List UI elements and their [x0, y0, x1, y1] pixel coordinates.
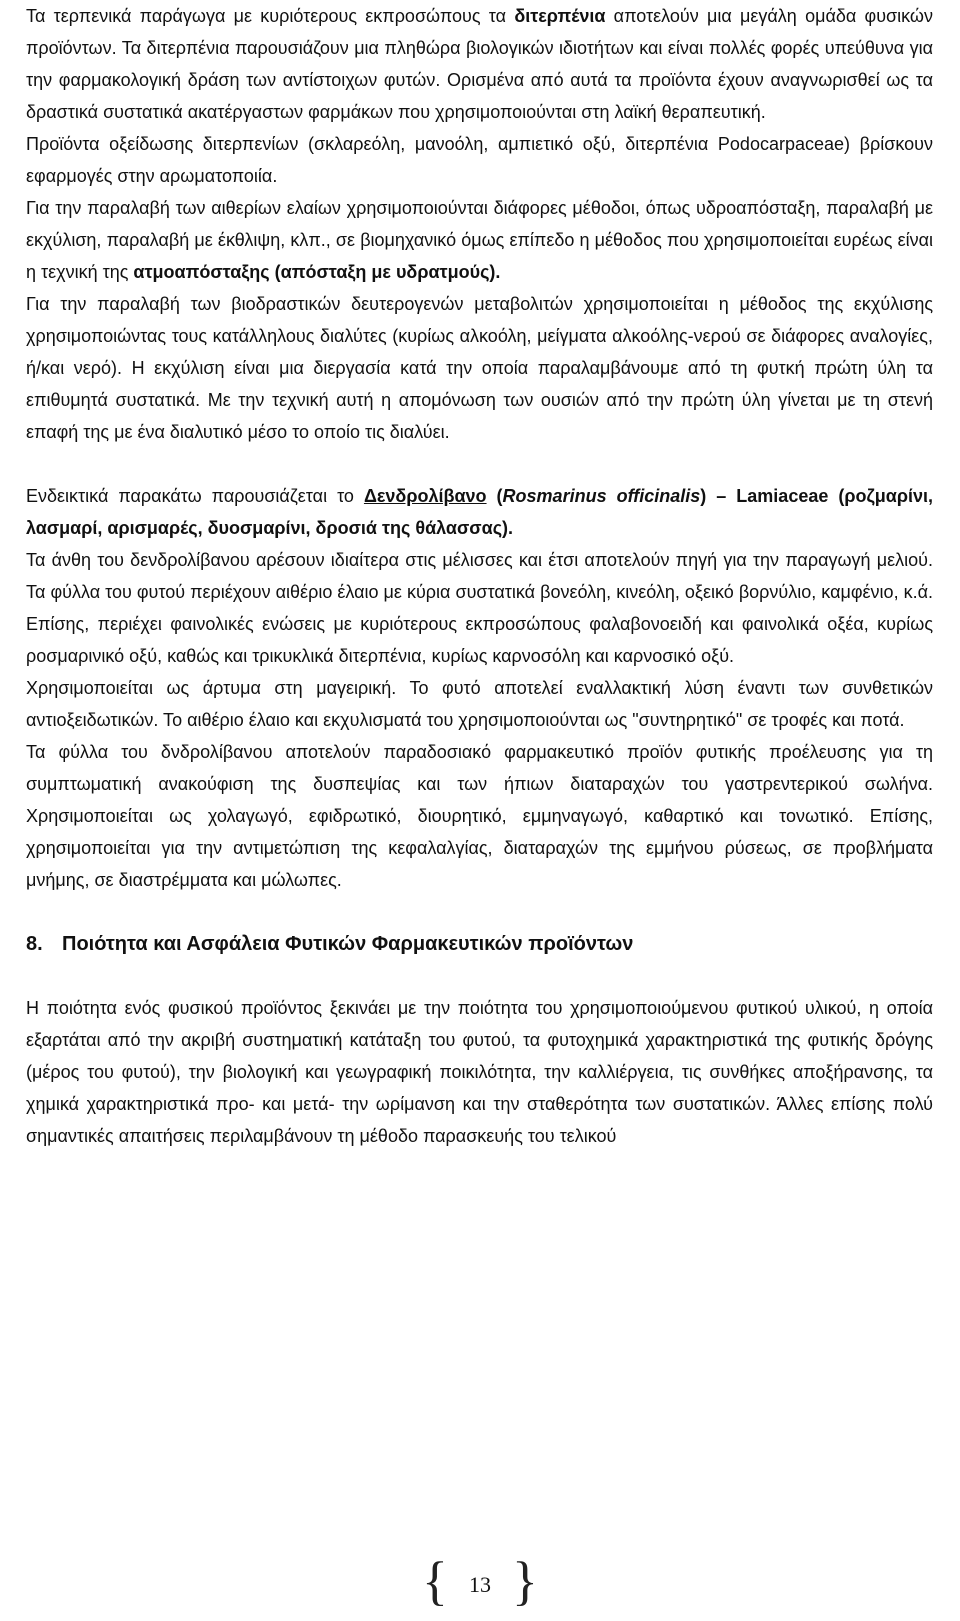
paragraph-quality: Η ποιότητα ενός φυσικού προϊόντος ξεκινάει με την ποιότητα του χρησιμοποιούμενου φυτικού υλικού, η οποία εξαρτάται από την ακριβή συστηματική κατάταξη του φυτού, τα φυτοχημικά χαρακτηριστικά της φυτικής δρόγης (μέρος του φυτού), την βιολογική και γεωγραφική ποικιλότητα, την καλλιέργεια, τις συνθήκες αποξήρανσης, τα χημικά χαρακτηριστικά προ- και μετά- την ωρίμανση και την σταθερότητα των συστατικών. Άλλες επίσης πολύ σημαντικές απαιτήσεις περιλαμβάνουν τη μέθοδο παρασκευής του τελικού — [26, 998, 933, 1146]
spacer — [26, 896, 933, 928]
bold-text: ) – Lamiaceae (ροζμαρίνι, λασμαρί, αρισμαρές, δυοσμαρίνι, δροσιά της θάλασσας). — [26, 486, 934, 538]
text-run: Ενδεικτικά παρακάτω παρουσιάζεται το — [26, 486, 364, 506]
paragraph-rosemary-intro — [26, 480, 933, 544]
bold-term: ατμοαπόσταξης (απόσταξη με υδρατμούς). — [133, 262, 501, 282]
paragraph-diterpenes — [26, 0, 933, 128]
underlined-term: Δενδρολίβανο — [363, 486, 487, 506]
bold-text: ( — [486, 486, 503, 506]
right-brace-icon: } — [512, 1551, 538, 1611]
spacer — [26, 960, 933, 992]
italic-term: Rosmarinus officinalis — [502, 486, 701, 506]
paragraph-oxidation-products: Προϊόντα οξείδωσης διτερπενίων (σκλαρεόλη, μανοόλη, αμπιετικό οξύ, διτερπένια Podocarpaceae) βρίσκουν εφαρμογές στην αρωματοποιία. — [26, 134, 933, 186]
paragraph-rosemary-uses: Χρησιμοποιείται ως άρτυμα στη μαγειρική. Το φυτό αποτελεί εναλλακτική λύση έναντι των συνθετικών αντιοξειδωτικών. Το αιθέριο έλαιο και εκχυλισματά του χρησιμοποιούνται ως "συντηρητικό" σε τροφές και ποτά. — [26, 678, 933, 730]
text-run: Για την παραλαβή των αιθερίων ελαίων χρησιμοποιούνται διάφορες μέθοδοι, όπως υδροαπόσταξη, παραλαβή με εκχύλιση, παραλαβή με έκθλιψη, κλπ., σε βιομηχανικό όμως επίπεδο η μέθοδος που χρησιμοποιείται ευρέως είναι η τεχνική της — [26, 198, 933, 282]
left-brace-icon: { — [422, 1551, 448, 1611]
page-footer — [0, 1551, 960, 1612]
text-run: αποτελούν μια μεγάλη ομάδα φυσικών προϊόντων. Τα διτερπένια παρουσιάζουν μια πληθώρα βιολογικών ιδιοτήτων και είναι πολλές φορές υπεύθυνα για την φαρμακολογική δράση των αντίστοιχων φυτών. Ορισμένα από αυτά τα προϊόντα έχουν αναγνωρισθεί ως τα δραστικά συστατικά ακατέργαστων φαρμάκων που χρησιμοποιούνται στη λαϊκή θεραπευτική. — [26, 6, 933, 122]
document-page — [26, 0, 933, 1152]
bold-term: διτερπένια — [514, 6, 606, 26]
section-heading — [26, 928, 933, 960]
scientific-name — [503, 486, 701, 506]
paragraph-extraction: Για την παραλαβή των βιοδραστικών δευτερογενών μεταβολιτών χρησιμοποιείται η μέθοδος της εκχύλισης χρησιμοποιώντας τους κατάλληλους διαλύτες (κυρίως αλκοόλη, μείγματα αλκοόλης-νερού σε διάφορες αναλογίες, ή/και νερό). Η εκχύλιση είναι μια διεργασία κατά την οποία παραλαμβάνουμε από τη φυτκή πρώτη ύλη τα επιθυμητά συστατικά. Με την τεχνική αυτή η απομόνωση των ουσιών από την πρώτη ύλη γίνεται με τη στενή επαφή της με ένα διαλυτικό μέσο το οποίο τις διαλύει. — [26, 294, 933, 442]
text-run: Τα τερπενικά παράγωγα με κυριότερους εκπροσώπους τα — [26, 6, 515, 26]
paragraph-rosemary-composition: Τα άνθη του δενδρολίβανου αρέσουν ιδιαίτερα στις μέλισσες και έτσι αποτελούν πηγή για την παραγωγή μελιού. Τα φύλλα του φυτού περιέχουν αιθέριο έλαιο με κύρια συστατικά βονεόλη, κινεόλη, οξεικό βορνύλιο, καμφένιο, κ.ά. Επίσης, περιέχει φαινολικές ενώσεις με κυριότερους εκπροσώπους φαλαβονοειδή και φαινολικά οξέα, κυρίως ροσμαρινικό οξύ, καθώς και τρικυκλικά διτερπένια, κυρίως καρνοσόλη και καρνοσικό οξύ. — [26, 550, 933, 666]
section-title: Ποιότητα και Ασφάλεια Φυτικών Φαρμακευτικών προϊόντων — [62, 933, 634, 955]
spacer — [26, 448, 933, 480]
bold-underlined-term — [364, 486, 487, 506]
paragraph-essential-oils — [26, 192, 933, 288]
page-number: 13 — [469, 1572, 491, 1597]
paragraph-rosemary-medicinal: Τα φύλλα του δνδρολίβανου αποτελούν παραδοσιακό φαρμακευτικό προϊόν φυτικής προέλευσης για τη συμπτωματική ανακούφιση της δυσπεψίας και των ήπιων διαταραχών του γαστρεντερικού σωλήνα. Χρησιμοποιείται ως χολαγωγό, εφιδρωτικό, διουρητικό, εμμηναγωγό, καθαρτικό και τονωτικό. Επίσης, χρησιμοποιείται για την αντιμετώπιση της κεφαλαλγίας, διαταραχών της εμμήνου ρύσεως, σε προβλήματα μνήμης, σε διαστρέμματα και μώλωπες. — [26, 742, 933, 890]
section-number: 8. — [26, 933, 43, 955]
